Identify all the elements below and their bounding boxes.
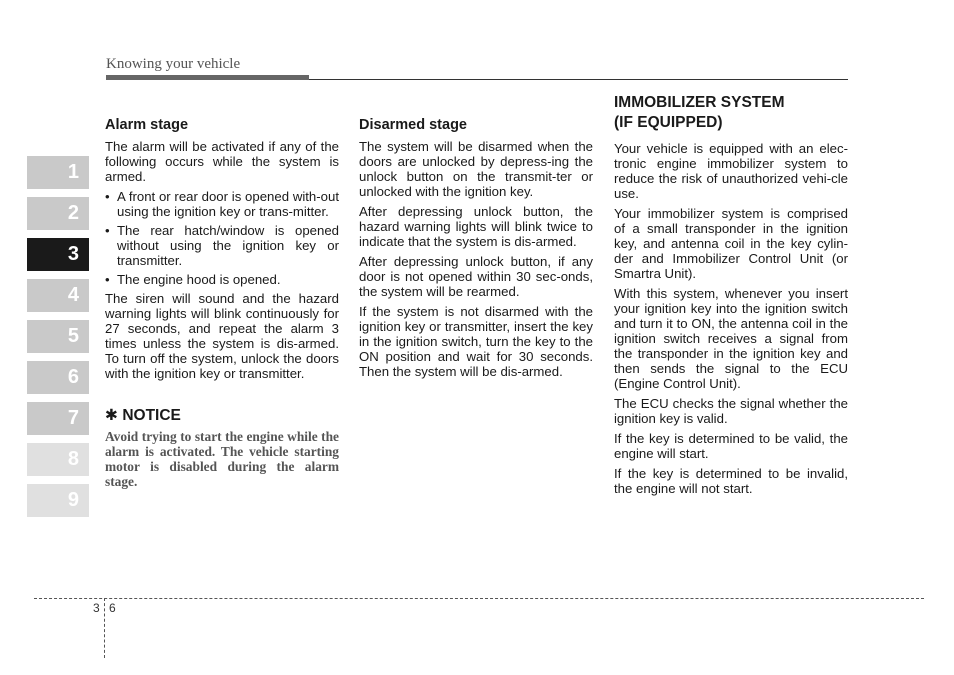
- footer-rule: [34, 598, 924, 599]
- list-item: • The rear hatch/window is opened without using the ignition key or transmitter.: [105, 223, 339, 268]
- paragraph: Your vehicle is equipped with an elec-tronic engine immobilizer system to reduce the risk of unauthorized vehi-cle use.: [614, 141, 848, 201]
- paragraph: After depressing unlock button, the hazard warning lights will blink twice to indicate that the system is dis-armed.: [359, 204, 593, 249]
- chapter-tab-3[interactable]: 3: [27, 238, 89, 271]
- notice-title-text: NOTICE: [122, 407, 181, 424]
- paragraph: The ECU checks the signal whether the ignition key is valid.: [614, 396, 848, 426]
- list-item: • A front or rear door is opened with-out using the ignition key or trans-mitter.: [105, 189, 339, 219]
- alarm-stage-body: The siren will sound and the hazard warning lights will blink continuously for 27 seconds, and repeat the alarm 3 times unless the system is dis-armed. To turn off the system, unlock the doors with the ignition key or transmitter.: [105, 291, 339, 381]
- disarmed-stage-heading: Disarmed stage: [359, 117, 467, 133]
- paragraph: Your immobilizer system is comprised of a small transponder in the ignition key, and antenna coil in the key cylin-der and Immobilizer Control Unit (or Smartra Unit).: [614, 206, 848, 281]
- chapter-tab-2[interactable]: 2: [27, 197, 89, 230]
- asterisk-icon: ✱: [105, 407, 118, 424]
- footer-page-number: 6: [109, 601, 116, 615]
- header-rule-accent: [106, 75, 309, 80]
- chapter-tab-5[interactable]: 5: [27, 320, 89, 353]
- immobilizer-heading-line1: IMMOBILIZER SYSTEM: [614, 94, 785, 111]
- paragraph: If the key is determined to be valid, the engine will start.: [614, 431, 848, 461]
- chapter-tab-8[interactable]: 8: [27, 443, 89, 476]
- paragraph: If the key is determined to be invalid, the engine will not start.: [614, 466, 848, 496]
- header-section-title: Knowing your vehicle: [106, 56, 241, 72]
- chapter-tab-1[interactable]: 1: [27, 156, 89, 189]
- paragraph: After depressing unlock button, if any door is not opened within 30 sec-onds, the system will be rearmed.: [359, 254, 593, 299]
- alarm-stage-heading: Alarm stage: [105, 117, 189, 133]
- chapter-tab-7[interactable]: 7: [27, 402, 89, 435]
- notice-title: [105, 408, 339, 423]
- left-column: [105, 118, 339, 494]
- immobilizer-heading: [614, 93, 848, 133]
- paragraph: With this system, whenever you insert your ignition key into the ignition switch and turn it to ON, the antenna coil in the ignition switch receives a signal from the transponder in the ignition key and then sends the signal to the ECU (Engine Control Unit).: [614, 286, 848, 391]
- alarm-stage-intro: The alarm will be activated if any of the following occurs while the system is armed.: [105, 139, 339, 184]
- footer-chapter-number: 3: [93, 601, 100, 615]
- chapter-tab-4[interactable]: 4: [27, 279, 89, 312]
- chapter-tab-9[interactable]: 9: [27, 484, 89, 517]
- paragraph: If the system is not disarmed with the ignition key or transmitter, insert the key in the ignition switch, turn the key to the ON position and wait for 30 seconds. Then the system will be dis-armed.: [359, 304, 593, 379]
- notice-body: Avoid trying to start the engine while the alarm is activated. The vehicle starting motor is disabled during the alarm stage.: [105, 429, 339, 489]
- immobilizer-heading-line2: (IF EQUIPPED): [614, 114, 723, 131]
- paragraph: The system will be disarmed when the doors are unlocked by depress-ing the unlock button on the transmit-ter or unlocked with the ignition key.: [359, 139, 593, 199]
- right-column: [614, 93, 848, 501]
- middle-column: [359, 118, 593, 384]
- alarm-trigger-list: [105, 189, 339, 287]
- footer-divider: [104, 598, 105, 658]
- list-item: • The engine hood is opened.: [105, 272, 339, 287]
- chapter-tab-6[interactable]: 6: [27, 361, 89, 394]
